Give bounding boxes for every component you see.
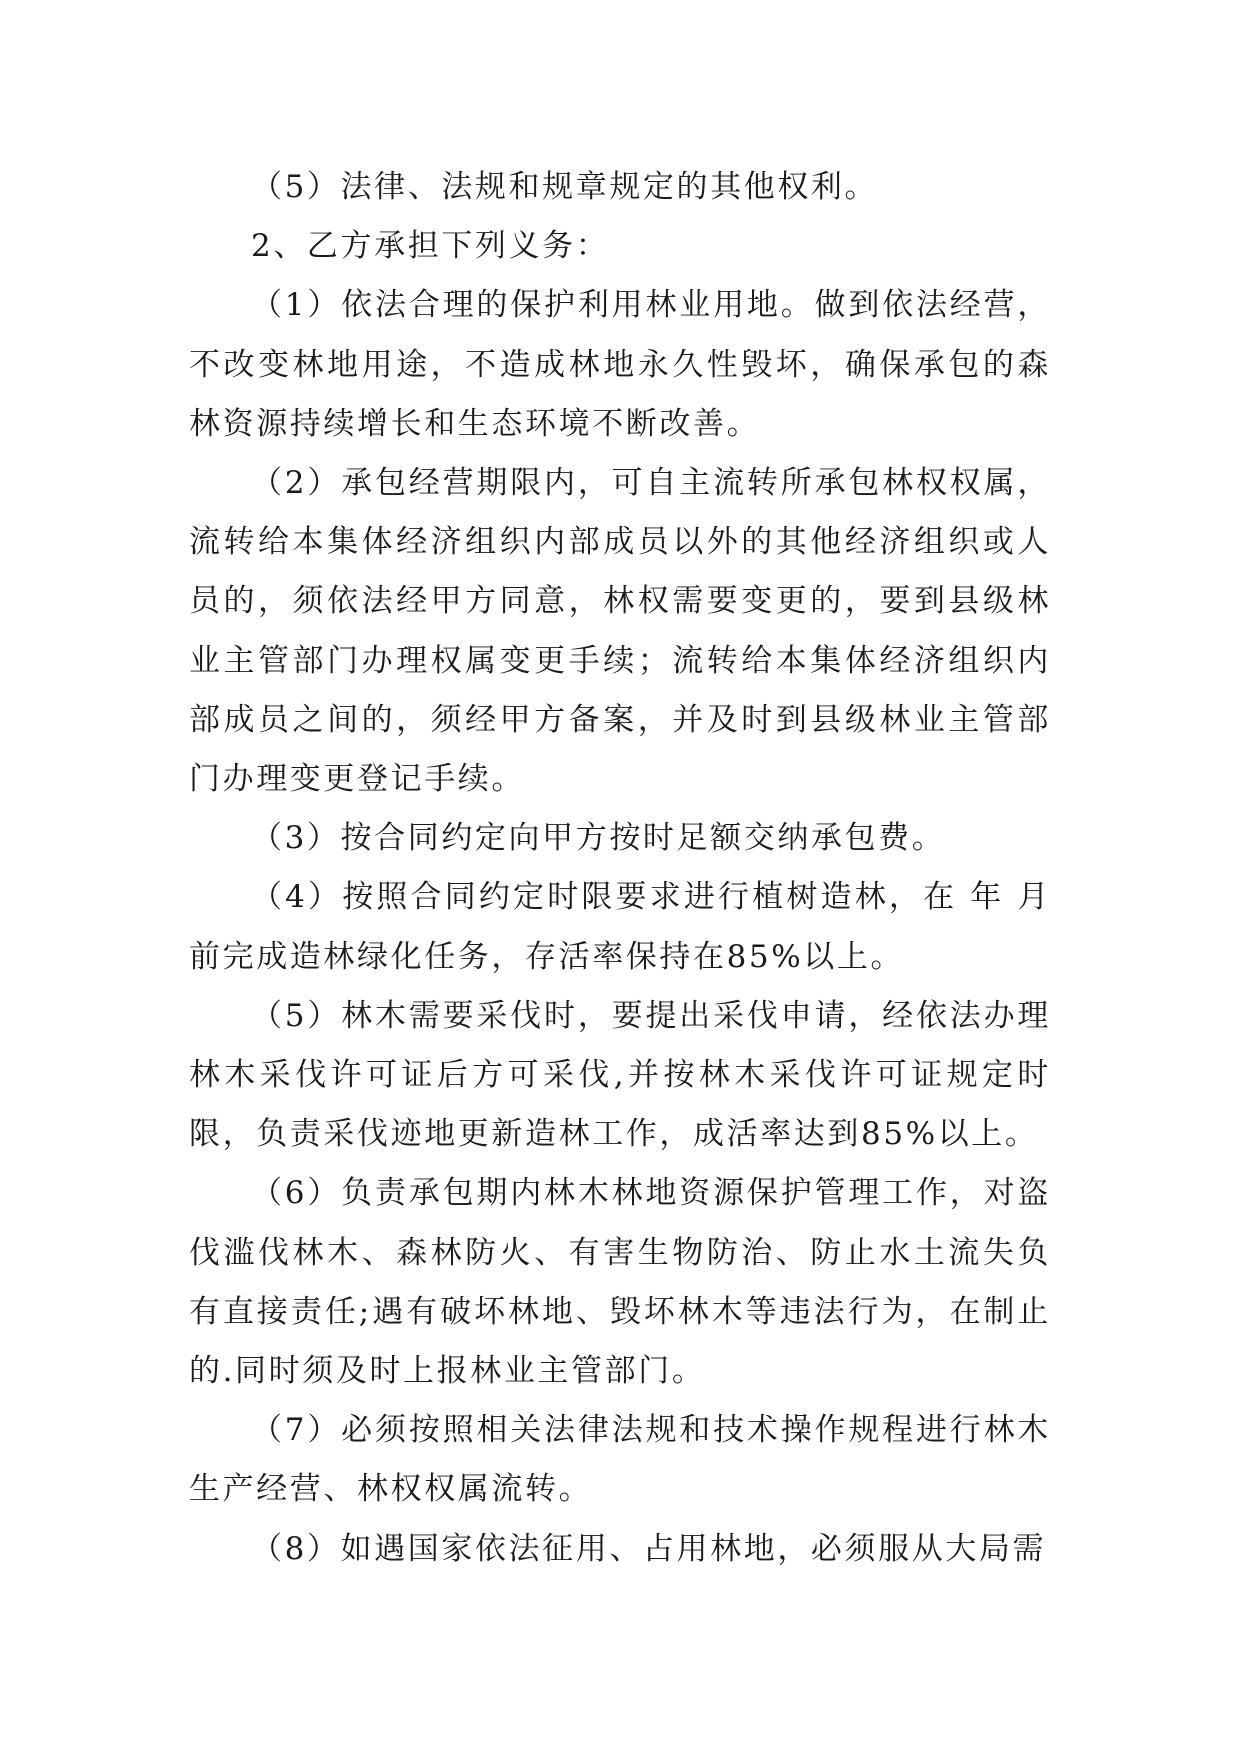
paragraph-obligation-6: （6）负责承包期内林木林地资源保护管理工作，对盗伐滥伐林木、森林防火、有害生物防治、防止水土流失负有直接责任;遇有破坏林地、毁坏林木等违法行为，在制止的.同时须及时上报林业主管部门。 <box>189 1175 1051 1390</box>
paragraph-right-5: （5）法律、法规和规章规定的其他权利。 <box>251 169 879 205</box>
paragraph-obligation-7: （7）必须按照相关法律法规和技术操作规程进行林木生产经营、林权权属流转。 <box>189 1412 1051 1508</box>
document-body <box>189 158 1051 1579</box>
paragraph-obligations-heading: 2、乙方承担下列义务： <box>251 228 610 265</box>
paragraph-obligation-2: （2）承包经营期限内，可自主流转所承包林权权属，流转给本集体经济组织内部成员以外的其他经济组织或人员的，须依法经甲方同意，林权需要变更的，要到县级林业主管部门办理权属变更手续；流转给本集体经济组织内部成员之间的，须经甲方备案，并及时到县级林业主管部门办理变更登记手续。 <box>189 465 1051 798</box>
paragraph-obligation-4: （4）按照合同约定时限要求进行植树造林，在 年 月前完成造林绿化任务，存活率保持在85%以上。 <box>189 879 1051 975</box>
paragraph-obligation-5: （5）林木需要采伐时，要提出采伐申请，经依法办理林木采伐许可证后方可采伐,并按林木采伐许可证规定时限，负责采伐迹地更新造林工作，成活率达到85%以上。 <box>189 997 1051 1153</box>
paragraph-obligation-8: （8）如遇国家依法征用、占用林地，必须服从大局需 <box>251 1530 1047 1567</box>
paragraph-obligation-1: （1）依法合理的保护利用林业用地。做到依法经营，不改变林地用途，不造成林地永久性毁坏，确保承包的森林资源持续增长和生态环境不断改善。 <box>189 287 1051 442</box>
paragraph-obligation-3: （3）按合同约定向甲方按时足额交纳承包费。 <box>251 820 946 857</box>
